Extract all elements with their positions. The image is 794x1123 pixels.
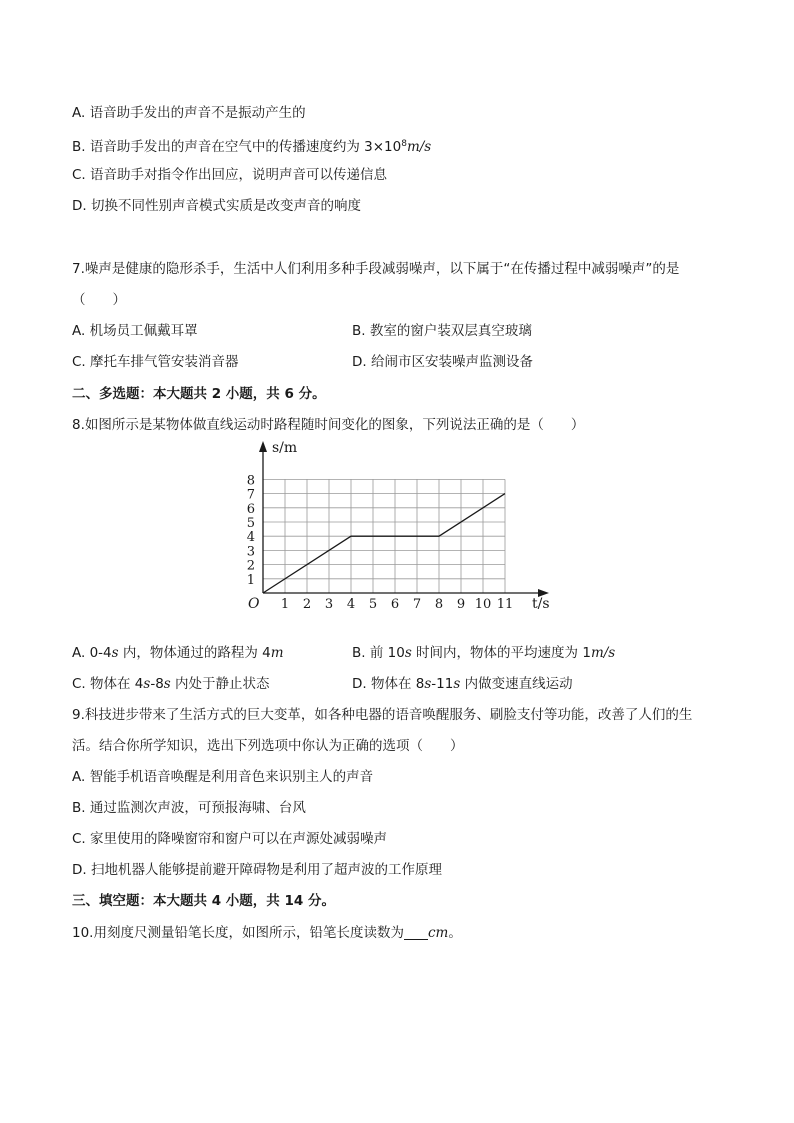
q8-c-unit-s2: s	[163, 676, 171, 692]
section-3-heading: 三、填空题：本大题共 4 小题，共 14 分。	[72, 893, 335, 909]
q7-answer-paren: （ ）	[72, 292, 126, 308]
q8-distance-time-graph	[240, 436, 560, 616]
q8-d-text: D. 物体在 8	[352, 676, 425, 692]
q8-option-d	[352, 675, 573, 693]
x-tick-label: 4	[346, 597, 356, 612]
q8-a-text: A. 0-4	[72, 645, 112, 661]
q8-c-text2: -8	[150, 676, 164, 692]
q8-b-text2: 时间内，物体的平均速度为 1	[411, 645, 591, 661]
q8-d-text2: -11	[431, 676, 454, 692]
q8-a-unit-s: s	[111, 645, 119, 661]
y-axis-label: s/m	[272, 440, 298, 456]
q8-b-unit-ms: m/s	[590, 645, 616, 661]
q9-stem-line1: 9.科技进步带来了生活方式的巨大变革，如各种电器的语音唤醒服务、刷脸支付等功能，改善了人们的生	[72, 707, 693, 723]
q6-option-b-unit: m/s	[406, 139, 432, 155]
y-tick-label: 6	[246, 501, 255, 517]
q8-d-unit-s1: s	[424, 676, 432, 692]
x-tick-label: 3	[324, 597, 334, 612]
q9-option-a: A. 智能手机语音唤醒是利用音色来识别主人的声音	[72, 769, 374, 785]
q8-d-text3: 内做变速直线运动	[460, 676, 573, 692]
q10-unit: cm	[427, 925, 449, 941]
q10-stem	[72, 924, 462, 942]
q7-option-a: A. 机场员工佩戴耳罩	[72, 323, 198, 339]
q7-stem: 7.噪声是健康的隐形杀手，生活中人们利用多种手段减弱噪声，以下属于“在传播过程中减弱噪声”的是	[72, 261, 680, 277]
y-tick-label: 8	[246, 473, 255, 489]
q6-option-d: D. 切换不同性别声音模式实质是改变声音的响度	[72, 198, 361, 214]
section-2-heading: 二、多选题：本大题共 2 小题，共 6 分。	[72, 386, 326, 402]
chart-axes	[259, 441, 549, 597]
x-tick-label: 1	[280, 597, 290, 612]
q8-a-unit-m: m	[270, 645, 284, 661]
y-tick-label: 3	[246, 544, 255, 560]
q9-stem-line2: 活。结合你所学知识，选出下列选项中你认为正确的选项（ ）	[72, 738, 464, 754]
x-tick-label: 11	[496, 597, 514, 612]
q9-option-b: B. 通过监测次声波，可预报海啸、台风	[72, 800, 306, 816]
q8-stem: 8.如图所示是某物体做直线运动时路程随时间变化的图象，下列说法正确的是（ ）	[72, 417, 585, 433]
x-tick-label: 9	[456, 597, 466, 612]
x-tick-label: 5	[368, 597, 378, 612]
x-tick-label: 10	[474, 597, 492, 612]
y-tick-label: 2	[246, 558, 255, 574]
q6-option-a: A. 语音助手发出的声音不是振动产生的	[72, 105, 306, 121]
x-axis-label: t/s	[532, 596, 550, 612]
x-tick-label: 2	[302, 597, 312, 612]
y-tick-label: 1	[246, 572, 255, 588]
q8-option-c	[72, 675, 270, 693]
q8-a-text2: 内，物体通过的路程为 4	[118, 645, 271, 661]
q8-c-unit-s1: s	[143, 676, 151, 692]
q8-b-text: B. 前 10	[352, 645, 405, 661]
q8-c-text: C. 物体在 4	[72, 676, 144, 692]
q6-option-c: C. 语音助手对指令作出回应，说明声音可以传递信息	[72, 167, 388, 183]
q8-b-unit-s: s	[404, 645, 412, 661]
q7-option-d: D. 给闹市区安装噪声监测设备	[352, 354, 533, 370]
q6-option-b	[72, 135, 431, 156]
y-axis-arrow	[259, 441, 267, 452]
q8-d-unit-s2: s	[453, 676, 461, 692]
q9-option-c: C. 家里使用的降噪窗帘和窗户可以在声源处减弱噪声	[72, 831, 388, 847]
q7-option-c: C. 摩托车排气管安装消音器	[72, 354, 239, 370]
x-tick-label: 7	[412, 597, 422, 612]
chart-tick-labels	[247, 473, 514, 612]
q6-option-b-exponent: 8	[401, 139, 407, 149]
q8-option-b	[352, 644, 615, 662]
chart-series	[263, 494, 505, 593]
x-tick-label: 8	[434, 597, 444, 612]
y-tick-label: 5	[246, 516, 255, 531]
y-tick-label: 7	[246, 487, 255, 503]
q7-option-b: B. 教室的窗户装双层真空玻璃	[352, 323, 532, 339]
q9-option-d: D. 扫地机器人能够提前避开障碍物是利用了超声波的工作原理	[72, 862, 442, 878]
y-tick-label: 4	[246, 530, 255, 546]
q8-c-text3: 内处于静止状态	[170, 676, 270, 692]
q8-option-a	[72, 644, 284, 662]
q6-option-b-text: B. 语音助手发出的声音在空气中的传播速度约为 3×10	[72, 139, 402, 155]
origin-label: O	[248, 596, 260, 612]
q10-end: 。	[448, 925, 462, 941]
series-line	[263, 494, 505, 593]
q10-answer-blank	[404, 925, 428, 940]
q10-text: 10.用刻度尺测量铅笔长度，如图所示，铅笔长度读数为	[72, 925, 404, 941]
x-tick-label: 6	[390, 597, 400, 612]
